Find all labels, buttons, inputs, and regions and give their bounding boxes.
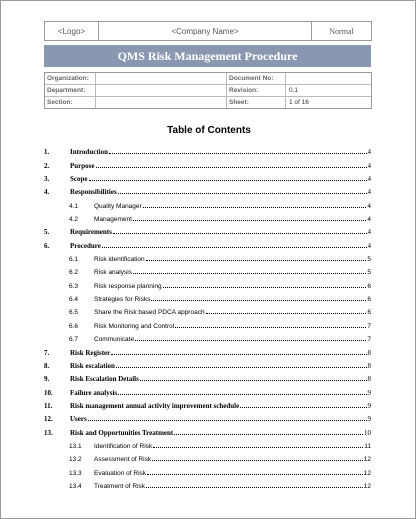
toc-dot-leader (140, 379, 367, 381)
toc-entry-page: 6 (367, 282, 371, 290)
toc-dot-leader (116, 366, 367, 368)
toc-entry-title: Assessment of Risk (94, 456, 152, 464)
toc-entry-title: Responsibilities (70, 188, 117, 197)
toc-entry-title: Identification of Risk (94, 442, 153, 450)
toc-entry-title: Introduction (70, 148, 108, 157)
toc-dot-leader (118, 192, 367, 194)
toc-entry-title: Communicate (94, 336, 135, 344)
info-row-organization (45, 73, 371, 84)
toc-entry-page: 12 (363, 456, 371, 464)
toc-entry-page: 4 (367, 161, 371, 170)
toc-entry[interactable] (44, 156, 371, 169)
toc-entry-title: Risk escalation (70, 361, 115, 370)
toc-dot-leader (113, 232, 367, 234)
toc-entry-number: 6.5 (69, 309, 79, 317)
toc-title: Table of Contents (167, 125, 251, 136)
toc-entry[interactable] (44, 316, 371, 329)
toc-entry-number: 13.1 (69, 442, 82, 450)
toc-entry-number: 11. (44, 401, 53, 410)
toc-entry[interactable] (44, 370, 371, 383)
toc-entry-number: 13.3 (69, 469, 82, 477)
toc-entry[interactable] (44, 357, 371, 370)
toc-entry-page: 4 (367, 188, 371, 197)
toc-entry-title: Risk response planning (94, 282, 162, 290)
toc-entry-page: 4 (367, 202, 371, 210)
toc-entry-title: Treatment of Risk (94, 482, 146, 490)
toc-entry-title: Risk management annual activity improvement schedule (70, 401, 240, 410)
toc-entry-number: 4.1 (69, 202, 79, 210)
toc-dot-leader (102, 246, 367, 248)
toc-entry-title: Quality Manager (94, 202, 142, 210)
toc-entry-page: 10 (364, 428, 371, 437)
organization-value (96, 73, 227, 84)
toc-dot-leader (118, 393, 366, 395)
toc-entry[interactable] (44, 223, 371, 236)
toc-entry-title: Risk and Opportunities Treatment (70, 428, 174, 437)
toc-entry-number: 6.1 (69, 256, 79, 264)
toc-entry-number: 12. (44, 415, 53, 424)
document-no-label: Document No: (227, 73, 286, 84)
toc-dot-leader (153, 446, 363, 448)
toc-entry-title: Purpose (70, 161, 95, 170)
toc-entry-title: Evaluation of Risk (94, 469, 147, 477)
toc-entry-number: 1. (44, 148, 50, 157)
revision-value: 0.1 (289, 87, 299, 94)
section-value (96, 97, 227, 108)
toc-entry-number: 6.7 (69, 336, 79, 344)
toc-dot-leader (89, 179, 367, 181)
toc-dot-leader (174, 433, 363, 435)
toc-entry-title: Risk Register (70, 348, 111, 357)
toc-entry-title: Risk identification (94, 256, 145, 264)
toc-dot-leader (88, 419, 367, 421)
toc-entry-title: Share the Risk based PDCA approach (94, 309, 205, 317)
toc-entry-title: Strategies for Risks (94, 296, 151, 304)
toc-dot-leader (135, 339, 366, 341)
toc-entry[interactable] (44, 170, 371, 183)
toc-entry-number: 4. (44, 188, 50, 197)
toc-entry[interactable] (44, 183, 371, 196)
department-label: Department: (45, 85, 96, 96)
toc-entry-title: Scope (70, 175, 88, 184)
sheet-value: 1 of 16 (289, 99, 309, 106)
toc-entry-title: Risk Monitoring and Control (94, 322, 175, 330)
document-status: Normal (329, 26, 354, 36)
toc-entry-number: 6.6 (69, 322, 79, 330)
toc-entry-title: Requirements (70, 228, 112, 237)
toc-entry-title: Management (94, 216, 132, 224)
toc-entry[interactable] (44, 410, 371, 423)
toc-entry[interactable] (44, 383, 371, 396)
toc-dot-leader (147, 473, 363, 475)
toc-entry-number: 6.4 (69, 296, 79, 304)
toc-entry-page: 4 (367, 228, 371, 237)
info-row-department (45, 84, 371, 96)
toc-entry-page: 11 (364, 442, 371, 450)
toc-entry[interactable] (44, 276, 371, 289)
document-title-banner: QMS Risk Management Procedure (44, 45, 371, 67)
revision-label: Revision: (227, 85, 286, 96)
toc-dot-leader (152, 459, 363, 461)
toc-entry[interactable] (44, 330, 371, 343)
toc-entry-title: Users (70, 415, 87, 424)
toc-dot-leader (240, 406, 366, 408)
toc-entry-title: Risk analysis (94, 269, 132, 277)
toc-entry-number: 9. (44, 375, 50, 384)
toc-entry-page: 5 (367, 269, 371, 277)
toc-dot-leader (146, 259, 367, 261)
toc-entry-page: 8 (367, 361, 371, 370)
toc-entry-number: 6.2 (69, 269, 79, 277)
toc-entry[interactable] (44, 263, 371, 276)
toc-dot-leader (96, 166, 367, 168)
toc-entry-number: 8. (44, 361, 50, 370)
toc-entry[interactable] (44, 210, 371, 223)
toc-entry-page: 7 (367, 322, 371, 330)
department-value (96, 85, 227, 96)
toc-entry-page: 8 (367, 375, 371, 384)
toc-dot-leader (143, 206, 367, 208)
toc-entry[interactable] (44, 477, 371, 490)
logo-placeholder: <Logo> (45, 22, 99, 40)
toc-entry-number: 13.4 (69, 482, 82, 490)
toc-entry-page: 4 (367, 175, 371, 184)
toc-entry[interactable] (44, 143, 371, 156)
organization-label: Organization: (45, 73, 96, 84)
toc-entry-page: 9 (367, 388, 371, 397)
toc-entry-page: 12 (363, 482, 371, 490)
toc-entry[interactable] (44, 290, 371, 303)
toc-entry[interactable] (44, 236, 371, 249)
toc-entry-number: 2. (44, 161, 50, 170)
toc-entry-number: 10. (44, 388, 53, 397)
section-label: Section: (45, 97, 96, 108)
toc-entry-page: 6 (367, 296, 371, 304)
toc-dot-leader (175, 326, 366, 328)
toc-entry[interactable] (44, 250, 371, 263)
document-info-table (44, 72, 372, 109)
document-header-table (44, 21, 372, 41)
toc-entry-number: 13. (44, 428, 53, 437)
document-no-value (286, 73, 371, 84)
sheet-label: Sheet: (227, 97, 286, 108)
toc-entry-title: Risk Escalation Details (70, 375, 139, 384)
info-row-section (45, 96, 371, 108)
toc-entry[interactable] (44, 437, 371, 450)
toc-entry-page: 8 (367, 348, 371, 357)
table-of-contents (44, 143, 371, 490)
toc-entry-number: 3. (44, 175, 50, 184)
toc-entry-number: 7. (44, 348, 50, 357)
toc-dot-leader (206, 312, 367, 314)
toc-entry-number: 13.2 (69, 456, 82, 464)
toc-entry-number: 6.3 (69, 282, 79, 290)
toc-entry[interactable] (44, 303, 371, 316)
toc-entry-page: 4 (367, 216, 371, 224)
toc-dot-leader (111, 353, 366, 355)
toc-dot-leader (133, 272, 366, 274)
toc-dot-leader (133, 219, 366, 221)
toc-entry-number: 5. (44, 228, 50, 237)
toc-entry-page: 4 (367, 241, 371, 250)
toc-entry-page: 5 (367, 256, 371, 264)
toc-entry[interactable] (44, 463, 371, 476)
toc-entry-title: Procedure (70, 241, 101, 250)
toc-entry-page: 9 (367, 401, 371, 410)
toc-dot-leader (163, 286, 367, 288)
toc-entry[interactable] (44, 196, 371, 209)
toc-entry-title: Failure analysis (70, 388, 118, 397)
toc-dot-leader (146, 486, 363, 488)
toc-entry[interactable] (44, 397, 371, 410)
toc-entry[interactable] (44, 343, 371, 356)
toc-entry-number: 6. (44, 241, 50, 250)
toc-entry[interactable] (44, 423, 371, 436)
toc-entry-page: 6 (367, 309, 371, 317)
toc-dot-leader (109, 152, 367, 154)
toc-dot-leader (151, 299, 366, 301)
toc-entry-page: 4 (367, 148, 371, 157)
toc-entry-number: 4.2 (69, 216, 79, 224)
toc-entry[interactable] (44, 450, 371, 463)
toc-entry-page: 12 (363, 469, 371, 477)
toc-entry-page: 9 (367, 415, 371, 424)
toc-entry-page: 7 (367, 336, 371, 344)
company-name-placeholder: <Company Name> (99, 22, 312, 40)
